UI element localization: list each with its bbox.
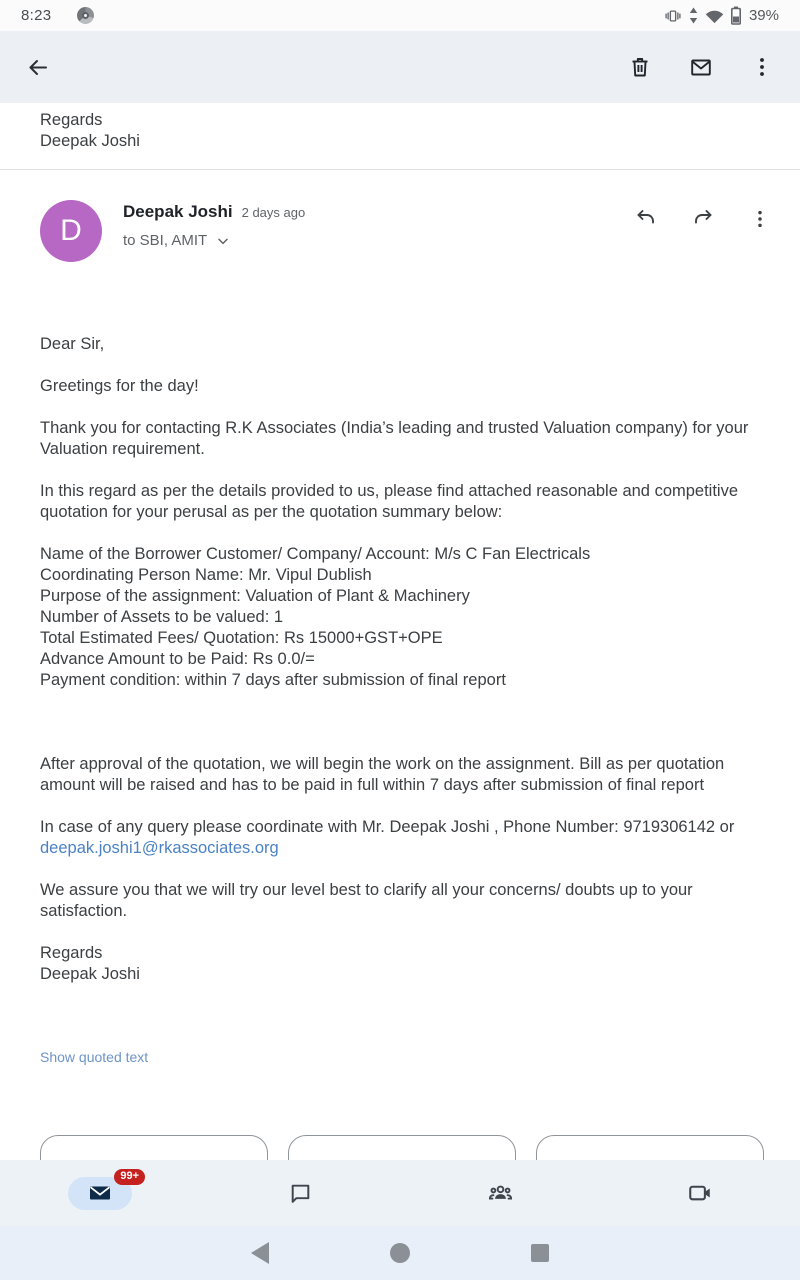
body-paragraph: Name of the Borrower Customer/ Company/ Account: M/s C Fan Electricals Coordinating Person Name: Mr. Vipul Dublish Purpose of the assignment: Valuation of Plant & Machinery Number of Assets to be valued: 1 Total Estimated Fees/ Quotation: Rs 15000+GST+OPE Advance Amount to be Paid: Rs 0.0/= Payment condition: within 7 days after submission of final report xyxy=(40,545,591,689)
reply-button[interactable] xyxy=(634,207,658,231)
body-paragraph: Thank you for contacting R.K Associates (India’s leading and trusted Valuation company) for your Valuation requirement. xyxy=(40,419,749,458)
previous-message-tail: Regards Deepak Joshi xyxy=(40,111,140,150)
tab-chat[interactable] xyxy=(200,1181,400,1206)
avatar-letter: D xyxy=(60,214,82,247)
tab-mail[interactable] xyxy=(0,1169,200,1210)
sender-name: Deepak Joshi xyxy=(123,202,233,221)
delete-button[interactable] xyxy=(628,55,652,79)
body-paragraph: Greetings for the day! xyxy=(40,377,199,395)
body-paragraph: We assure you that we will try our level best to clarify all your concerns/ doubts up to your satisfaction. xyxy=(40,881,693,920)
email-body xyxy=(0,262,800,1007)
smart-reply-chip[interactable] xyxy=(288,1135,516,1160)
recipients-toggle[interactable] xyxy=(123,232,634,249)
status-icons xyxy=(664,6,779,25)
email-link[interactable]: deepak.joshi1@rkassociates.org xyxy=(40,839,279,857)
android-back-button[interactable] xyxy=(248,1242,272,1264)
mail-pill xyxy=(68,1169,139,1210)
android-recents-button[interactable] xyxy=(528,1244,552,1262)
email-content xyxy=(0,103,800,1160)
body-paragraph: In case of any query please coordinate with Mr. Deepak Joshi , Phone Number: 9719306142 or deepak.joshi1@rkassociates.org xyxy=(40,818,735,857)
body-paragraph: After approval of the quotation, we will begin the work on the assignment. Bill as per quotation amount will be raised and has to be paid in full within 7 days after submission of final report xyxy=(40,755,725,794)
status-bar xyxy=(0,0,800,31)
email-header xyxy=(0,170,800,262)
body-paragraph: Regards Deepak Joshi xyxy=(40,944,140,983)
chrome-notification-icon xyxy=(77,7,94,24)
video-call-icon xyxy=(687,1180,713,1206)
vibrate-icon xyxy=(664,7,682,25)
sender-block xyxy=(123,200,634,249)
mail-icon xyxy=(88,1181,112,1205)
spaces-icon xyxy=(487,1180,514,1207)
tab-meet[interactable] xyxy=(600,1180,800,1206)
sender-avatar[interactable] xyxy=(40,200,102,262)
forward-button[interactable] xyxy=(691,207,715,231)
tab-spaces[interactable] xyxy=(400,1180,600,1207)
body-paragraph: In this regard as per the details provided to us, please find attached reasonable and competitive quotation for your perusal as per the quotation summary below: xyxy=(40,482,739,521)
chevron-down-icon xyxy=(215,233,231,249)
smart-reply-chip[interactable] xyxy=(536,1135,764,1160)
android-navigation-bar xyxy=(0,1226,800,1280)
smart-reply-chips xyxy=(40,1135,764,1160)
chat-icon xyxy=(288,1181,313,1206)
unread-badge: 99+ xyxy=(114,1169,145,1185)
app-bar xyxy=(0,31,800,103)
android-home-button[interactable] xyxy=(388,1243,412,1263)
smart-reply-chip[interactable] xyxy=(40,1135,268,1160)
battery-icon xyxy=(730,6,742,25)
bottom-navigation xyxy=(0,1160,800,1226)
overflow-menu-icon[interactable] xyxy=(750,55,774,79)
show-quoted-text-link[interactable]: Show quoted text xyxy=(40,1049,149,1065)
mark-unread-icon[interactable] xyxy=(689,55,713,79)
status-time: 8:23 xyxy=(21,7,52,24)
message-more-icon[interactable] xyxy=(748,207,772,231)
sent-time: 2 days ago xyxy=(241,205,306,220)
body-paragraph: Dear Sir, xyxy=(40,335,105,353)
battery-percent: 39% xyxy=(748,7,779,24)
back-button[interactable] xyxy=(26,55,50,79)
wifi-icon xyxy=(705,8,724,24)
data-updown-icon xyxy=(688,7,699,24)
message-actions xyxy=(634,200,772,231)
recipients-line: to SBI, AMIT xyxy=(123,232,208,249)
